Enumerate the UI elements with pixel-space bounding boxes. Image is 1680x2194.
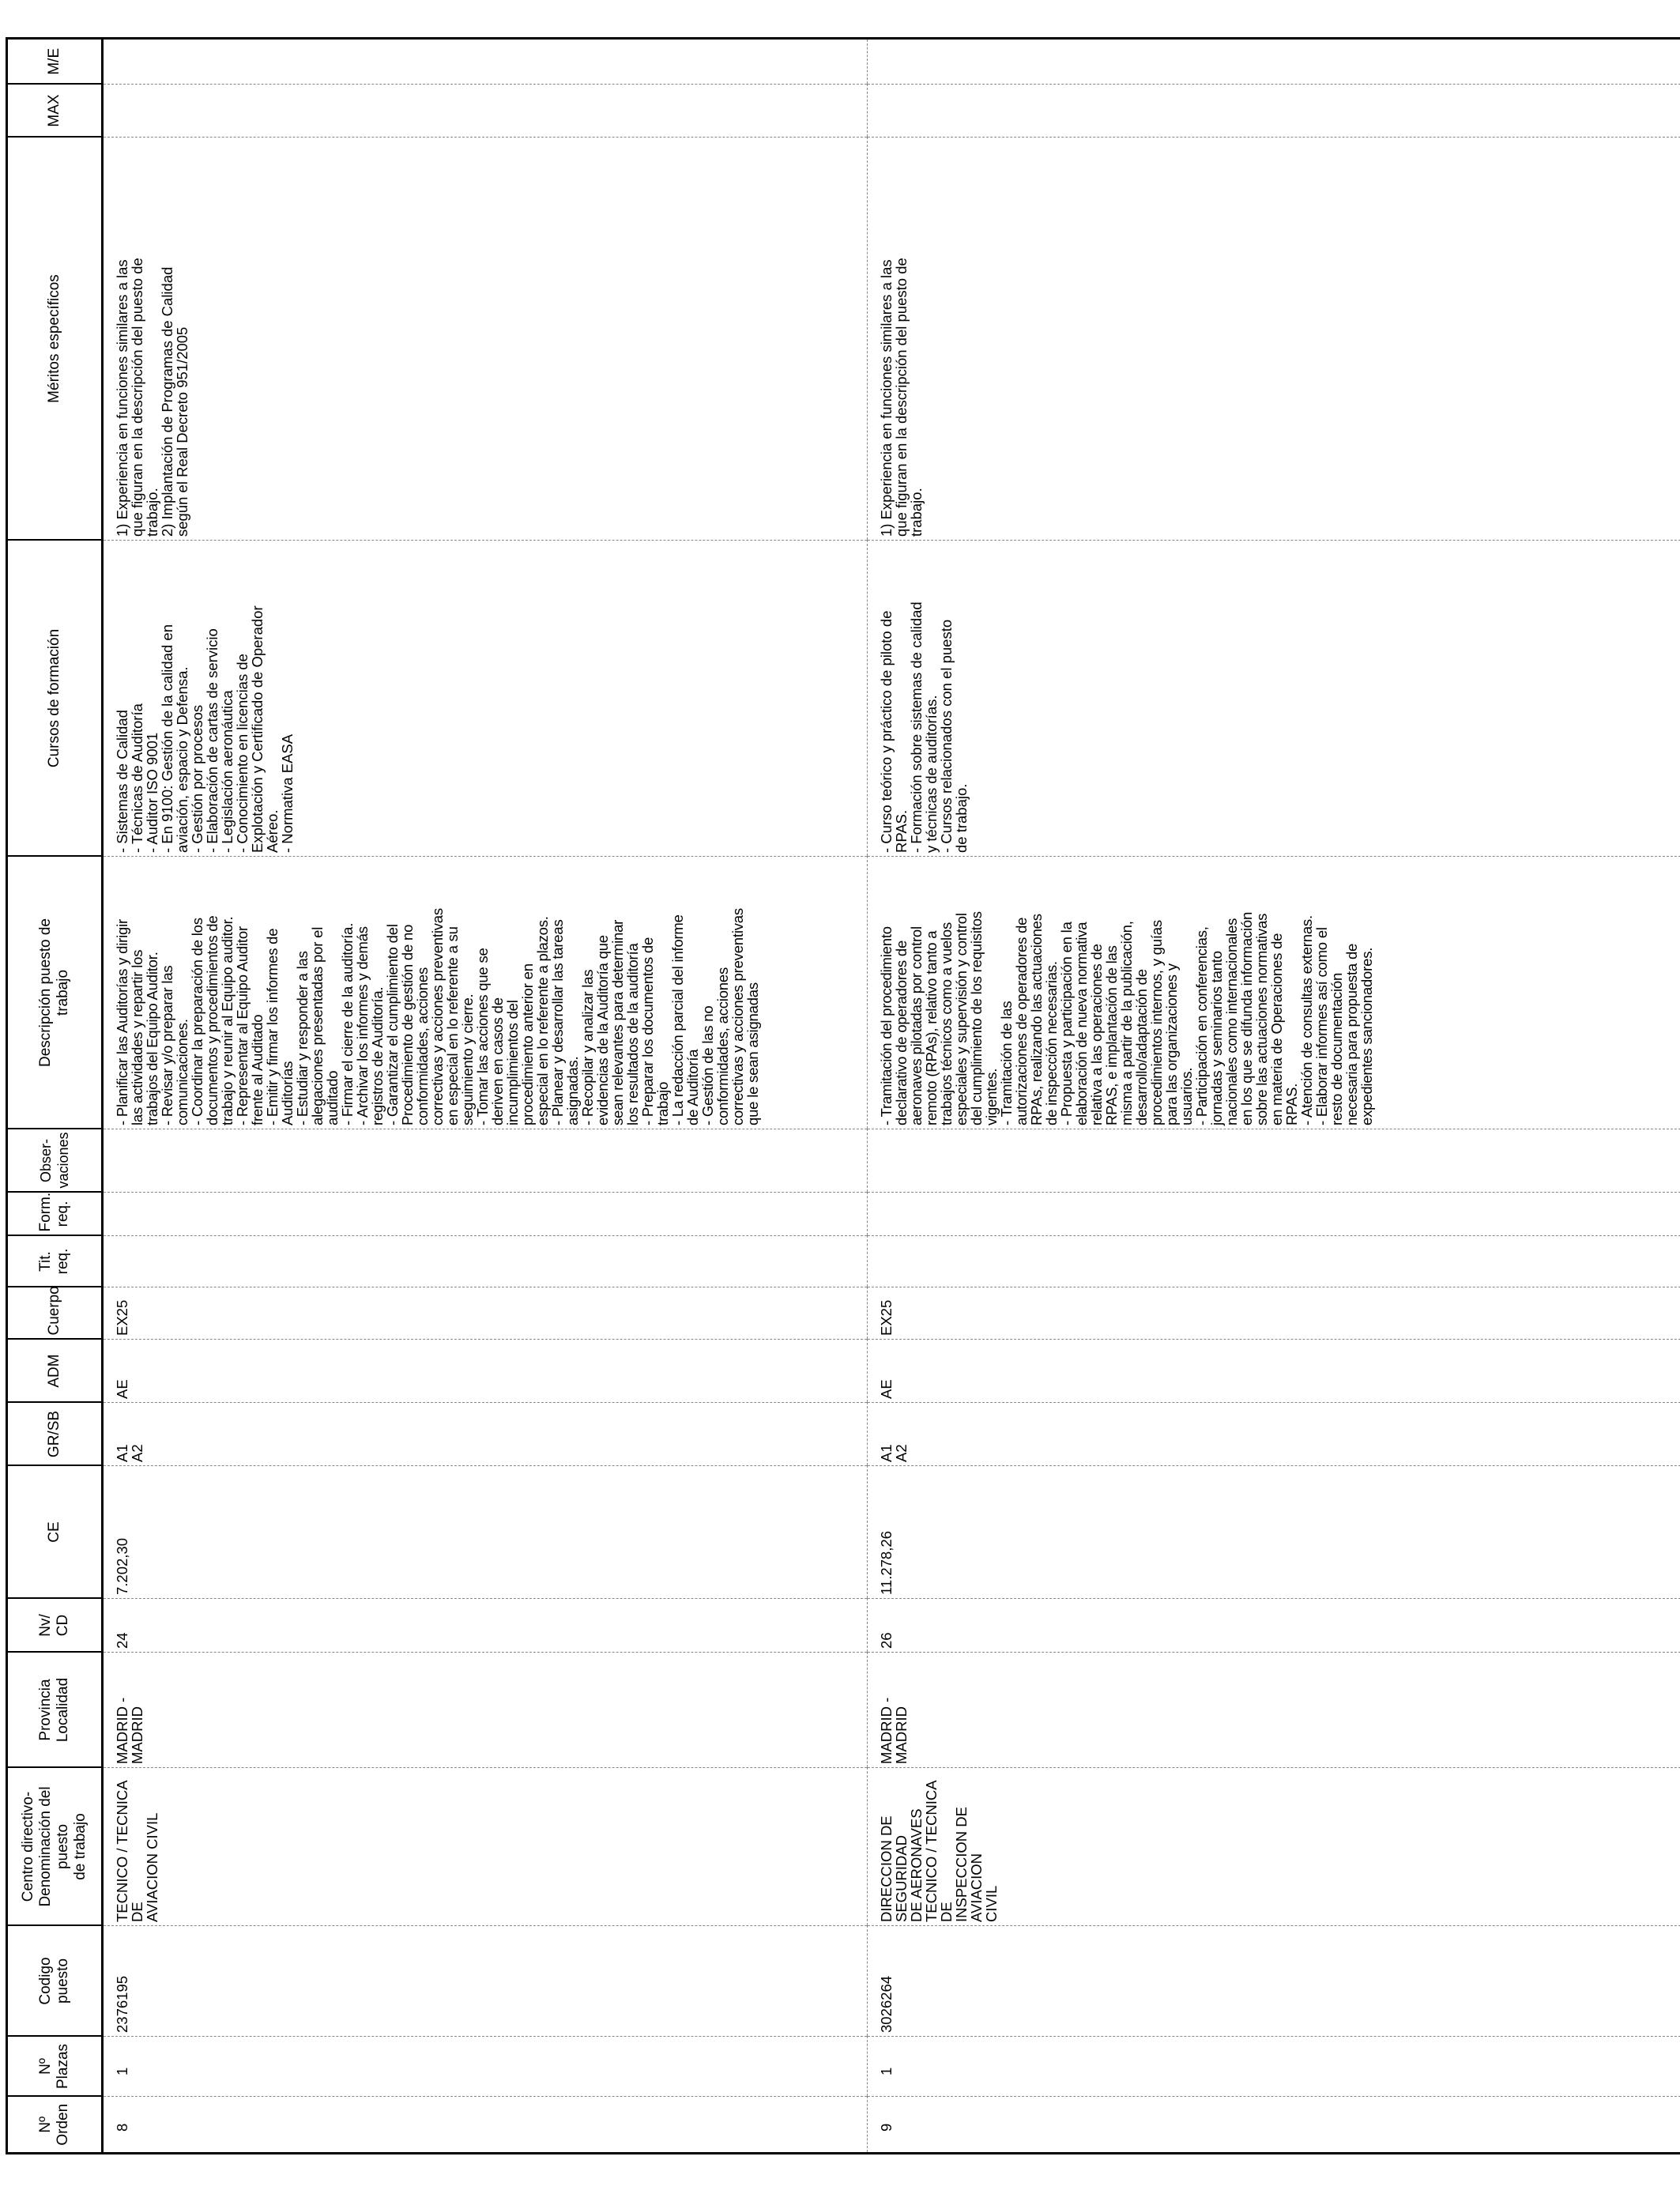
header-cuerpo: Cuerpo [7,1287,103,1340]
header-n-orden: Nº Orden [7,2097,103,2154]
header-nv-cd: Nv/ CD [7,1599,103,1653]
cell-orden: 9 [878,2123,895,2132]
cell-gr-sb: A1 A2 [103,1403,868,1466]
cell-tit-req [868,1236,1680,1287]
header-adm: ADM [7,1340,103,1403]
header-tit-req: Tit. req. [7,1236,103,1287]
cell-observaciones [868,1129,1680,1193]
job-positions-table [6,37,1680,2154]
cell-nivel: 26 [868,1599,1680,1653]
header-meritos: Méritos específicos [7,138,103,541]
cell-descripcion: - Planificar las Auditorías y dirigir las actividades y repartir los trabajos del Equipo Auditor. - Revisar y/o preparar las comunicaciones. - Coordinar la preparación de los documentos y procedimientos de trabajo y reunir al Equipo auditor. - Representar al Equipo Auditor frente al Auditado - Emitir y firmar los informes de Auditorías - Estudiar y responder a las alegaciones presentadas por el auditado - Firmar el cierre de la auditoría. - Archivar los informes y demás registros de Auditoría. - Garantizar el cumplimiento del Procedimiento de gestión de no conformidades, acciones correctivas y acciones preventivas en especial en lo referente a su seguimiento y cierre. - Tomar las acciones que se deriven en casos de incumplimientos del procedimiento anterior en especial en lo referente a plazos. - Planear y desarrollar las tareas asignadas. - Recopilar y analizar las evidencias de la Auditoría que sean relevantes para determinar los resultados de la auditoría - Preparar los documentos de trabajo - La redacción parcial del informe de Auditoría - Gestión de las no conformidades, acciones correctivas y acciones preventivas que le sean asignadas [103,857,868,1129]
cell-max [868,85,1680,138]
header-max: MAX [7,85,103,138]
cell-centro-puesto [868,1768,1680,1926]
cell-observaciones [103,1129,868,1193]
cell-codigo: 2376195 [103,1926,868,2037]
cell-provincia: MADRID - MADRID [103,1653,868,1768]
table-header [7,39,103,2154]
cell-max [103,85,868,138]
puesto-denominacion-text: TECNICO / TECNICA DE INSPECCION DE AVIACION CIVIL [923,1781,1000,1922]
cell-meritos: 1) Experiencia en funciones similares a las que figuran en la descripción del puesto de trabajo. 2) Implantación de Programas de Calidad según el Real Decreto 951/2005 [103,138,868,541]
puesto-denominacion-text: TECNICO / TECNICA DE AVIACION CIVIL [114,1781,160,1922]
centro-directivo-text: DIRECCION DE SEGURIDAD DE AERONAVES [878,1808,925,1922]
header-ce: CE [7,1466,103,1599]
cell-tit-req [103,1236,868,1287]
cell-gr-sb: A1 A2 [868,1403,1680,1466]
cell-m-e [868,39,1680,85]
cell-adm: AE [868,1340,1680,1403]
cell-orden: 8 [103,2097,868,2154]
header-m-e: M/E [7,39,103,85]
header-centro-directivo: Centro directivo- Denominación del puesto de trabajo [7,1768,103,1926]
table-row [868,39,1680,2154]
cell-cuerpo: EX25 [103,1287,868,1340]
header-codigo-puesto: Codigo puesto [7,1926,103,2037]
cell-form-req [868,1193,1680,1236]
cell-nivel: 24 [103,1599,868,1653]
cell-form-req [103,1193,868,1236]
cell-plazas: 1 [868,2037,1680,2097]
header-n-plazas: Nº Plazas [7,2037,103,2097]
cell-meritos: 1) Experiencia en funciones similares a las que figuran en la descripción del puesto de trabajo. [868,138,1680,541]
cell-cursos: - Curso teórico y práctico de piloto de RPAS. - Formación sobre sistemas de calidad y técnicas de auditorías. - Cursos relacionados con el puesto de trabajo. [868,541,1680,857]
cell-adm: AE [103,1340,868,1403]
header-gr-sb: GR/SB [7,1403,103,1466]
cell-cursos: - Sistemas de Calidad - Técnicas de Auditoría - Auditor ISO 9001 - En 9100: Gestión de la calidad en aviación, espacio y Defensa. - Gestión por procesos - Elaboración de cartas de servicio - Legislación aeronáutica - Conocimiento en licencias de Explotación y Certificado de Operador Aéreo. - Normativa EASA [103,541,868,857]
cell-m-e [103,39,868,85]
header-observaciones: Obser- vaciones [7,1129,103,1193]
table-row [103,39,868,2154]
cell-ce: 7.202,30 [103,1466,868,1599]
cell-cuerpo: EX25 [868,1287,1680,1340]
header-provincia-localidad: Provincia Localidad [7,1653,103,1768]
cell-codigo: 3026264 [868,1926,1680,2037]
cell-centro-puesto [103,1768,868,1926]
cell-ce: 11.278,26 [868,1466,1680,1599]
header-cursos: Cursos de formación [7,541,103,857]
header-form-req: Form. req. [7,1193,103,1236]
cell-provincia: MADRID - MADRID [868,1653,1680,1768]
cell-plazas: 1 [103,2037,868,2097]
header-descripcion: Descripción puesto de trabajo [7,857,103,1129]
cell-descripcion: - Tramitación del procedimiento declarativo de operadores de aeronaves pilotadas por control remoto (RPAs), relativo tanto a trabajos técnicos como a vuelos especiales y supervisión y control del cumplimiento de los requisitos vigentes. - Tramitación de las autorizaciones de operadores de RPAs, realizando las actuaciones de inspección necesarias. - Propuesta y participación en la elaboración de nueva normativa relativa a las operaciones de RPAS, e implantación de las misma a partir de la publicación, desarrollo/adaptación de procedimientos internos, y guías para las organizaciones y usuarios. - Participación en conferencias, jornadas y seminarios tanto nacionales como internacionales en los que se difunda información sobre las actuaciones normativas en materia de Operaciones de RPAS. - Atención de consultas externas. - Elaborar informes así como el resto de documentación necesaria para propuesta de expedientes sancionadores. [868,857,1680,1129]
